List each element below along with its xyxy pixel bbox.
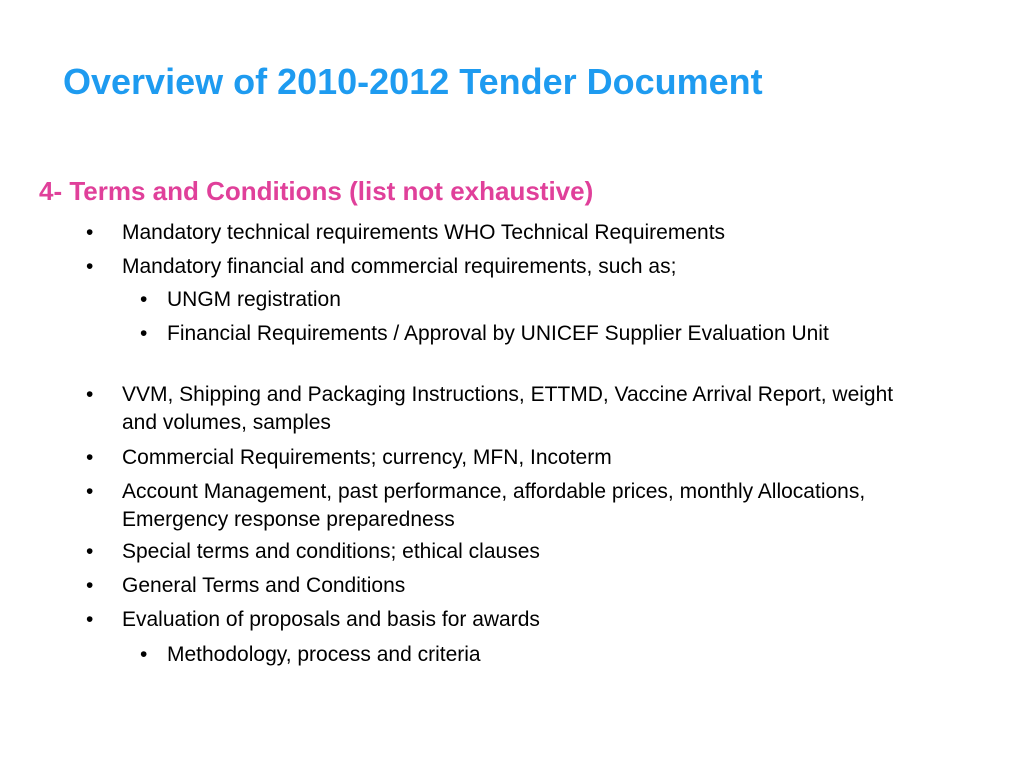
bullet-text: VVM, Shipping and Packaging Instructions, ETTMD, Vaccine Arrival Report, weight and volumes, samples <box>122 383 894 434</box>
bullet-item <box>86 538 906 566</box>
bullet-dot-icon: • <box>86 480 94 503</box>
bullet-text: General Terms and Conditions <box>122 574 406 597</box>
bullet-item <box>86 219 886 247</box>
bullet-dot-icon: • <box>86 574 94 597</box>
bullet-item <box>86 444 906 472</box>
bullet-item <box>86 606 906 634</box>
bullet-item <box>86 572 906 600</box>
bullet-dot-icon: • <box>140 643 148 666</box>
sub-bullet-item <box>140 320 930 348</box>
bullet-dot-icon: • <box>86 446 94 469</box>
section-heading: 4- Terms and Conditions (list not exhaustive) <box>39 176 594 206</box>
bullet-dot-icon: • <box>86 221 94 244</box>
bullet-dot-icon: • <box>86 383 94 406</box>
bullet-text: Account Management, past performance, affordable prices, monthly Allocations, Emergency response preparedness <box>122 480 866 531</box>
bullet-item <box>86 381 906 437</box>
bullet-text: UNGM registration <box>167 288 341 311</box>
bullet-text: Commercial Requirements; currency, MFN, Incoterm <box>122 446 612 469</box>
bullet-dot-icon: • <box>140 322 148 345</box>
bullet-dot-icon: • <box>140 288 148 311</box>
bullet-dot-icon: • <box>86 255 94 278</box>
sub-bullet-item <box>140 641 930 669</box>
bullet-dot-icon: • <box>86 608 94 631</box>
bullet-text: Financial Requirements / Approval by UNICEF Supplier Evaluation Unit <box>167 322 829 345</box>
bullet-dot-icon: • <box>86 540 94 563</box>
bullet-text: Evaluation of proposals and basis for awards <box>122 608 540 631</box>
slide-title: Overview of 2010-2012 Tender Document <box>63 61 763 102</box>
sub-bullet-item <box>140 286 930 314</box>
bullet-text: Methodology, process and criteria <box>167 643 481 666</box>
bullet-item <box>86 478 906 534</box>
bullet-text: Mandatory financial and commercial requirements, such as; <box>122 255 677 278</box>
bullet-text: Special terms and conditions; ethical clauses <box>122 540 540 563</box>
bullet-item <box>86 253 886 281</box>
bullet-text: Mandatory technical requirements WHO Technical Requirements <box>122 221 726 244</box>
